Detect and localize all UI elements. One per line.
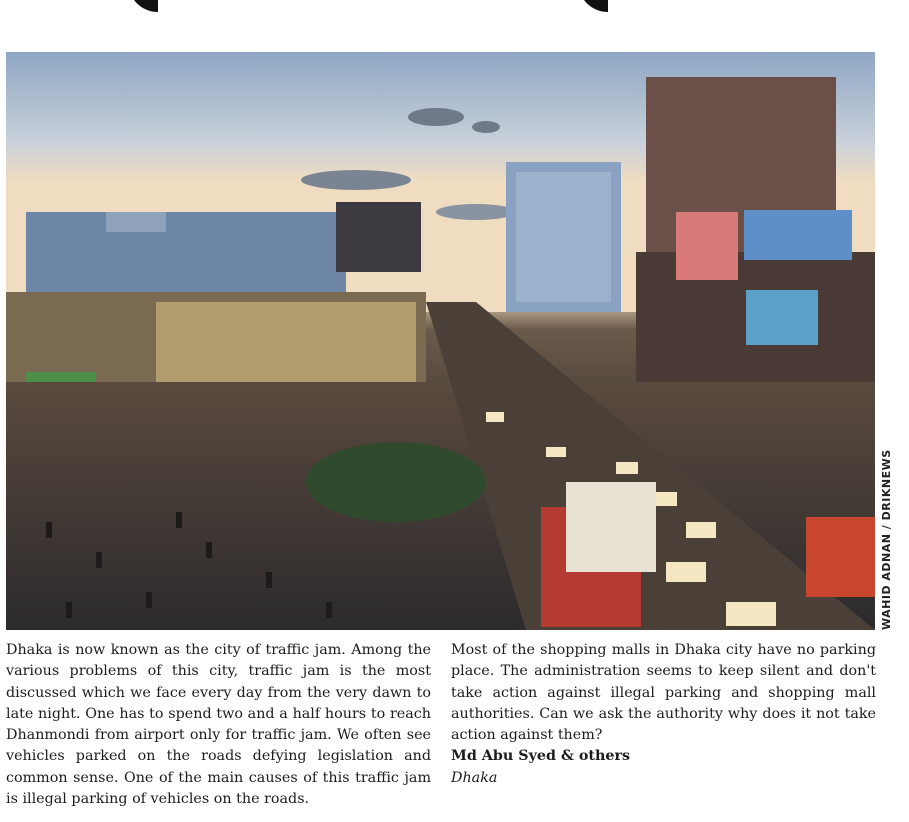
letter-paragraph: Most of the shopping malls in Dhaka city have no parking place. The administration seems to keep silent and don't take action against illegal parking and shopping mall authorities. Can we ask the authority why does it not take action against them? bbox=[451, 642, 876, 744]
letter-location: Dhaka bbox=[451, 769, 498, 786]
letter-column-right bbox=[451, 640, 876, 789]
photo-dhaka-traffic bbox=[6, 52, 875, 630]
photo-credit: WAHID ADNAN / DRIKNEWS bbox=[880, 449, 893, 630]
quote-mark-icon bbox=[128, 0, 158, 12]
letter-column-left bbox=[6, 640, 431, 810]
letter-author: Md Abu Syed & others bbox=[451, 748, 631, 765]
quote-mark-icon bbox=[578, 0, 608, 12]
letter-paragraph: Dhaka is now known as the city of traffic jam. Among the various problems of this city, traffic jam is the most discussed which we face every day from the very dawn to late night. One has to spend two and a half hours to reach Dhanmondi from airport only for traffic jam. We often see vehicles parked on the roads defying legislation and common sense. One of the main causes of this traffic jam is illegal parking of vehicles on the roads. bbox=[6, 642, 431, 808]
photo-illustration bbox=[6, 52, 875, 630]
